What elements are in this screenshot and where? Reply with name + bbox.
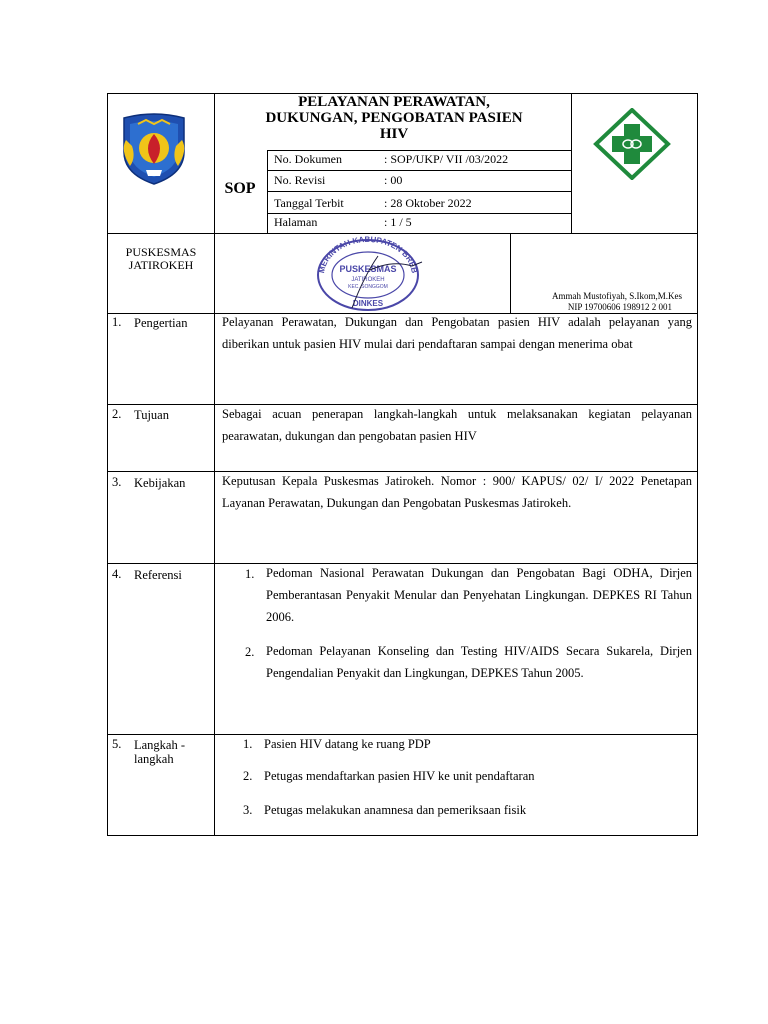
table-left-border [107, 93, 108, 836]
puskesmas-cross-logo-icon [592, 108, 672, 180]
list-item: Pedoman Nasional Perawatan Dukungan dan Pengobatan Bagi ODHA, Dirjen Pemberantasan Penyakit Menular dan Penyehatan Lingkungan. DEPKES RI Tahun 2006. [266, 566, 692, 624]
stamp-divider [510, 233, 511, 313]
stamp-ring-text: MERINTAH KABUPATEN BREB [317, 236, 419, 274]
signer-name: Ammah Mustofiyah, S.Ikom,M.Kes [552, 291, 682, 301]
section-text-tujuan: Sebagai acuan penerapan langkah-langkah untuk melaksanakan kegiatan pelayanan pearawatan, dukungan dan pengobatan pasien HIV [222, 407, 692, 443]
step-number: 2. [243, 769, 253, 783]
meta-top-border [267, 150, 572, 151]
meta-row-border-2 [267, 191, 572, 192]
step-item: Petugas melakukan anamnesa dan pemeriksaan fisik [264, 803, 527, 817]
column-divider [214, 93, 215, 836]
meta-value-revisi: : 00 [384, 173, 403, 187]
section-title-referensi: Referensi [134, 568, 182, 582]
list-item-number: 1. [245, 567, 255, 581]
title-line: PELAYANAN PERAWATAN, [298, 94, 490, 110]
step-item: Petugas mendaftarkan pasien HIV ke unit pendaftaran [264, 769, 535, 783]
meta-value-tanggal: : 28 Oktober 2022 [384, 196, 472, 210]
table-right-border [697, 93, 698, 836]
brebes-regency-emblem-icon [116, 110, 192, 186]
section-title-kebijakan: Kebijakan [134, 476, 186, 490]
sop-label: SOP [224, 180, 256, 197]
stamp-center-sub1: JATIROKEH [351, 277, 385, 283]
section-number: 5. [112, 737, 122, 751]
meta-row-border-1 [267, 170, 572, 171]
stamp-center-sub2: KEC. SONGGOM [348, 284, 388, 290]
signer-nip: NIP 19700606 198912 2 001 [567, 302, 672, 312]
section-number: 2. [112, 407, 122, 421]
meta-label-revisi: No. Revisi [274, 173, 326, 187]
section-title-pengertian: Pengertian [134, 316, 188, 330]
meta-label-tanggal: Tanggal Terbit [274, 196, 344, 210]
section-title-langkah [134, 738, 185, 766]
meta-row-border-3 [267, 213, 572, 214]
section-title-tujuan: Tujuan [134, 408, 169, 422]
section-text-kebijakan: Keputusan Kepala Puskesmas Jatirokeh. Nomor : 900/ KAPUS/ 02/ I/ 2022 Penetapan Layanan Perawatan, Dukungan dan Pengobatan Puskesmas Jatirokeh. [222, 474, 692, 510]
step-item: Pasien HIV datang ke ruang PDP [264, 737, 431, 751]
official-stamp [312, 236, 424, 312]
section-text-pengertian: Pelayanan Perawatan, Dukungan dan Pengobatan pasien HIV adalah pelayanan yang diberikan untuk pasien HIV mulai dari pendaftaran sampai dengan menerima obat [222, 315, 692, 351]
organization-name [108, 246, 214, 272]
section-title-line: Langkah - [134, 738, 186, 752]
stamp-center-title: PUSKESMAS [339, 264, 397, 274]
list-item-number: 2. [245, 645, 255, 659]
step-number: 3. [243, 803, 253, 817]
meta-value-dokumen: : SOP/UKP/ VII /03/2022 [384, 152, 509, 166]
meta-label-dokumen: No. Dokumen [274, 152, 342, 166]
section-number: 3. [112, 475, 122, 489]
document-title [216, 94, 572, 142]
section-title-line: langkah [134, 752, 174, 766]
org-line: PUSKESMAS [125, 245, 197, 259]
org-line: JATIROKEH [128, 258, 194, 272]
section-number: 1. [112, 315, 122, 329]
step-number: 1. [243, 737, 253, 751]
table-bottom-border [107, 835, 698, 836]
title-line: HIV [379, 126, 409, 142]
header-mid-border [107, 233, 698, 234]
list-item: Pedoman Pelayanan Konseling dan Testing HIV/AIDS Secara Sukarela, Dirjen Pengendalian Penyakit dan Lingkungan, DEPKES Tahun 2005. [266, 644, 692, 680]
stamp-bottom-text: DINKES [352, 299, 384, 308]
section-border-4 [107, 734, 698, 735]
title-line: DUKUNGAN, PENGOBATAN PASIEN [265, 110, 523, 126]
meta-value-halaman: : 1 / 5 [384, 215, 412, 229]
section-number: 4. [112, 567, 122, 581]
meta-label-halaman: Halaman [274, 215, 318, 229]
